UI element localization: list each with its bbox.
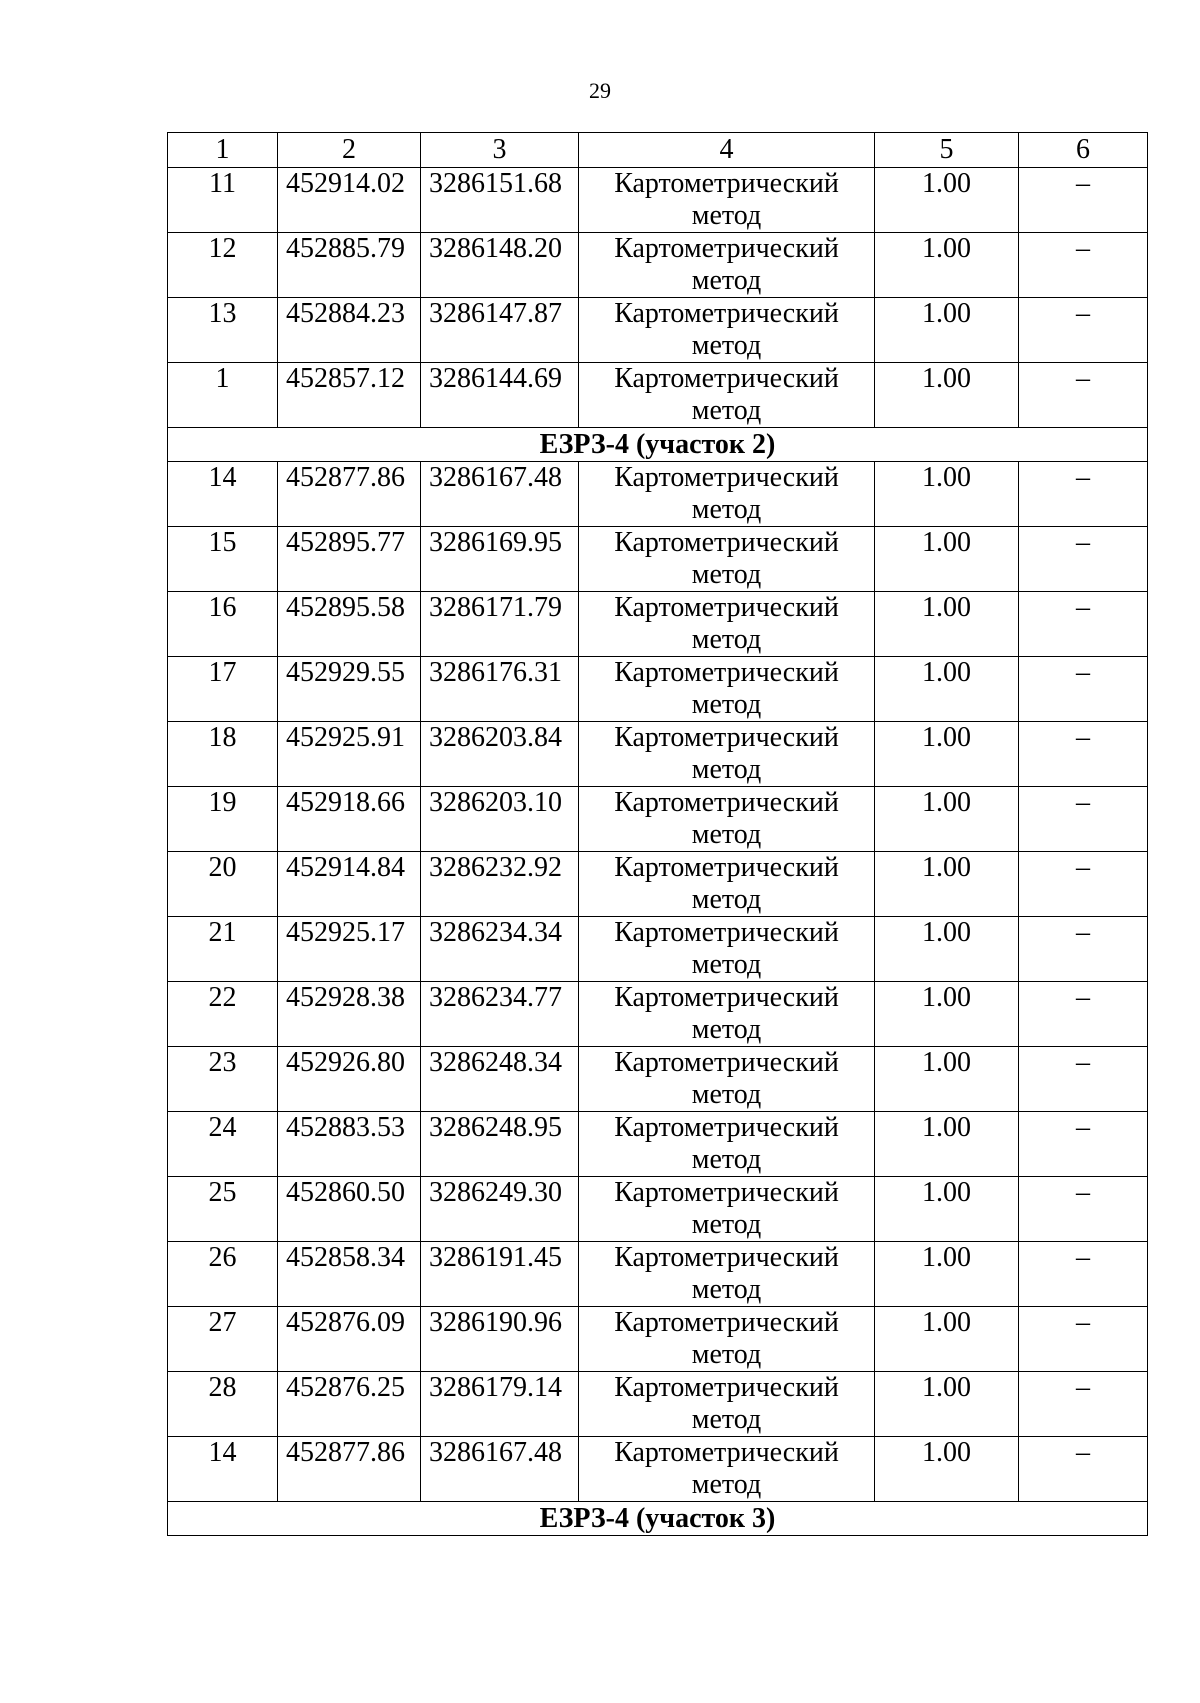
table-row — [168, 1242, 1148, 1307]
method-cell: Картометрический метод — [579, 852, 875, 917]
note-cell: – — [1019, 982, 1148, 1047]
method-cell: Картометрический метод — [579, 527, 875, 592]
y-coordinate-cell: 3286190.96 — [421, 1307, 579, 1372]
point-number-cell: 24 — [168, 1112, 278, 1177]
note-cell: – — [1019, 1047, 1148, 1112]
note-cell: – — [1019, 917, 1148, 982]
point-number-cell: 23 — [168, 1047, 278, 1112]
note-cell: – — [1019, 1112, 1148, 1177]
x-coordinate-cell: 452925.91 — [278, 722, 421, 787]
precision-cell: 1.00 — [875, 527, 1019, 592]
precision-cell: 1.00 — [875, 852, 1019, 917]
x-coordinate-cell: 452929.55 — [278, 657, 421, 722]
precision-cell: 1.00 — [875, 787, 1019, 852]
note-cell: – — [1019, 298, 1148, 363]
precision-cell: 1.00 — [875, 982, 1019, 1047]
y-coordinate-cell: 3286169.95 — [421, 527, 579, 592]
y-coordinate-cell: 3286234.77 — [421, 982, 579, 1047]
y-coordinate-cell: 3286171.79 — [421, 592, 579, 657]
section-heading-row — [168, 428, 1148, 462]
method-cell: Картометрический метод — [579, 1047, 875, 1112]
note-cell: – — [1019, 527, 1148, 592]
method-cell: Картометрический метод — [579, 298, 875, 363]
table-row — [168, 363, 1148, 428]
column-header: 3 — [421, 133, 579, 168]
table-row — [168, 852, 1148, 917]
x-coordinate-cell: 452895.77 — [278, 527, 421, 592]
coordinates-table-body — [168, 133, 1148, 1536]
method-cell: Картометрический метод — [579, 1177, 875, 1242]
x-coordinate-cell: 452926.80 — [278, 1047, 421, 1112]
section-heading: ЕЗРЗ-4 (участок 3) — [168, 1502, 1148, 1536]
precision-cell: 1.00 — [875, 1242, 1019, 1307]
point-number-cell: 20 — [168, 852, 278, 917]
note-cell: – — [1019, 363, 1148, 428]
section-heading: ЕЗРЗ-4 (участок 2) — [168, 428, 1148, 462]
point-number-cell: 14 — [168, 462, 278, 527]
y-coordinate-cell: 3286148.20 — [421, 233, 579, 298]
precision-cell: 1.00 — [875, 1047, 1019, 1112]
method-cell: Картометрический метод — [579, 657, 875, 722]
precision-cell: 1.00 — [875, 592, 1019, 657]
x-coordinate-cell: 452918.66 — [278, 787, 421, 852]
note-cell: – — [1019, 1372, 1148, 1437]
method-cell: Картометрический метод — [579, 1372, 875, 1437]
point-number-cell: 17 — [168, 657, 278, 722]
note-cell: – — [1019, 787, 1148, 852]
note-cell: – — [1019, 1437, 1148, 1502]
x-coordinate-cell: 452860.50 — [278, 1177, 421, 1242]
column-header: 2 — [278, 133, 421, 168]
method-cell: Картометрический метод — [579, 233, 875, 298]
y-coordinate-cell: 3286248.95 — [421, 1112, 579, 1177]
x-coordinate-cell: 452928.38 — [278, 982, 421, 1047]
table-row — [168, 233, 1148, 298]
note-cell: – — [1019, 852, 1148, 917]
y-coordinate-cell: 3286167.48 — [421, 1437, 579, 1502]
method-cell: Картометрический метод — [579, 1307, 875, 1372]
note-cell: – — [1019, 592, 1148, 657]
note-cell: – — [1019, 1177, 1148, 1242]
method-cell: Картометрический метод — [579, 982, 875, 1047]
point-number-cell: 1 — [168, 363, 278, 428]
coordinates-table — [167, 132, 1148, 1536]
precision-cell: 1.00 — [875, 1372, 1019, 1437]
method-cell: Картометрический метод — [579, 168, 875, 233]
table-row — [168, 917, 1148, 982]
y-coordinate-cell: 3286232.92 — [421, 852, 579, 917]
point-number-cell: 14 — [168, 1437, 278, 1502]
precision-cell: 1.00 — [875, 657, 1019, 722]
x-coordinate-cell: 452877.86 — [278, 462, 421, 527]
method-cell: Картометрический метод — [579, 787, 875, 852]
point-number-cell: 27 — [168, 1307, 278, 1372]
table-row — [168, 168, 1148, 233]
method-cell: Картометрический метод — [579, 1437, 875, 1502]
point-number-cell: 28 — [168, 1372, 278, 1437]
precision-cell: 1.00 — [875, 363, 1019, 428]
page-number: 29 — [589, 78, 611, 103]
table-row — [168, 1177, 1148, 1242]
precision-cell: 1.00 — [875, 1177, 1019, 1242]
note-cell: – — [1019, 1307, 1148, 1372]
x-coordinate-cell: 452895.58 — [278, 592, 421, 657]
precision-cell: 1.00 — [875, 298, 1019, 363]
table-row — [168, 657, 1148, 722]
precision-cell: 1.00 — [875, 168, 1019, 233]
x-coordinate-cell: 452883.53 — [278, 1112, 421, 1177]
note-cell: – — [1019, 722, 1148, 787]
table-row — [168, 298, 1148, 363]
section-heading-row — [168, 1502, 1148, 1536]
precision-cell: 1.00 — [875, 917, 1019, 982]
point-number-cell: 12 — [168, 233, 278, 298]
note-cell: – — [1019, 462, 1148, 527]
y-coordinate-cell: 3286203.84 — [421, 722, 579, 787]
table-row — [168, 527, 1148, 592]
x-coordinate-cell: 452876.09 — [278, 1307, 421, 1372]
y-coordinate-cell: 3286167.48 — [421, 462, 579, 527]
y-coordinate-cell: 3286234.34 — [421, 917, 579, 982]
x-coordinate-cell: 452858.34 — [278, 1242, 421, 1307]
y-coordinate-cell: 3286191.45 — [421, 1242, 579, 1307]
table-row — [168, 462, 1148, 527]
x-coordinate-cell: 452857.12 — [278, 363, 421, 428]
point-number-cell: 13 — [168, 298, 278, 363]
x-coordinate-cell: 452885.79 — [278, 233, 421, 298]
x-coordinate-cell: 452914.84 — [278, 852, 421, 917]
column-header: 1 — [168, 133, 278, 168]
note-cell: – — [1019, 1242, 1148, 1307]
method-cell: Картометрический метод — [579, 592, 875, 657]
note-cell: – — [1019, 233, 1148, 298]
table-row — [168, 1112, 1148, 1177]
table-row — [168, 722, 1148, 787]
precision-cell: 1.00 — [875, 1112, 1019, 1177]
point-number-cell: 11 — [168, 168, 278, 233]
x-coordinate-cell: 452914.02 — [278, 168, 421, 233]
y-coordinate-cell: 3286203.10 — [421, 787, 579, 852]
y-coordinate-cell: 3286147.87 — [421, 298, 579, 363]
method-cell: Картометрический метод — [579, 1112, 875, 1177]
precision-cell: 1.00 — [875, 233, 1019, 298]
point-number-cell: 15 — [168, 527, 278, 592]
method-cell: Картометрический метод — [579, 722, 875, 787]
table-row — [168, 787, 1148, 852]
x-coordinate-cell: 452877.86 — [278, 1437, 421, 1502]
method-cell: Картометрический метод — [579, 363, 875, 428]
y-coordinate-cell: 3286248.34 — [421, 1047, 579, 1112]
x-coordinate-cell: 452925.17 — [278, 917, 421, 982]
table-row — [168, 1307, 1148, 1372]
point-number-cell: 21 — [168, 917, 278, 982]
precision-cell: 1.00 — [875, 1437, 1019, 1502]
method-cell: Картометрический метод — [579, 1242, 875, 1307]
table-row — [168, 592, 1148, 657]
point-number-cell: 18 — [168, 722, 278, 787]
table-row — [168, 1047, 1148, 1112]
y-coordinate-cell: 3286151.68 — [421, 168, 579, 233]
column-numbers-row — [168, 133, 1148, 168]
y-coordinate-cell: 3286176.31 — [421, 657, 579, 722]
x-coordinate-cell: 452884.23 — [278, 298, 421, 363]
y-coordinate-cell: 3286179.14 — [421, 1372, 579, 1437]
point-number-cell: 16 — [168, 592, 278, 657]
y-coordinate-cell: 3286144.69 — [421, 363, 579, 428]
x-coordinate-cell: 452876.25 — [278, 1372, 421, 1437]
precision-cell: 1.00 — [875, 722, 1019, 787]
point-number-cell: 26 — [168, 1242, 278, 1307]
table-row — [168, 1372, 1148, 1437]
column-header: 4 — [579, 133, 875, 168]
precision-cell: 1.00 — [875, 1307, 1019, 1372]
note-cell: – — [1019, 168, 1148, 233]
precision-cell: 1.00 — [875, 462, 1019, 527]
table-row — [168, 1437, 1148, 1502]
point-number-cell: 22 — [168, 982, 278, 1047]
y-coordinate-cell: 3286249.30 — [421, 1177, 579, 1242]
note-cell: – — [1019, 657, 1148, 722]
column-header: 6 — [1019, 133, 1148, 168]
table-row — [168, 982, 1148, 1047]
column-header: 5 — [875, 133, 1019, 168]
point-number-cell: 25 — [168, 1177, 278, 1242]
method-cell: Картометрический метод — [579, 917, 875, 982]
point-number-cell: 19 — [168, 787, 278, 852]
method-cell: Картометрический метод — [579, 462, 875, 527]
